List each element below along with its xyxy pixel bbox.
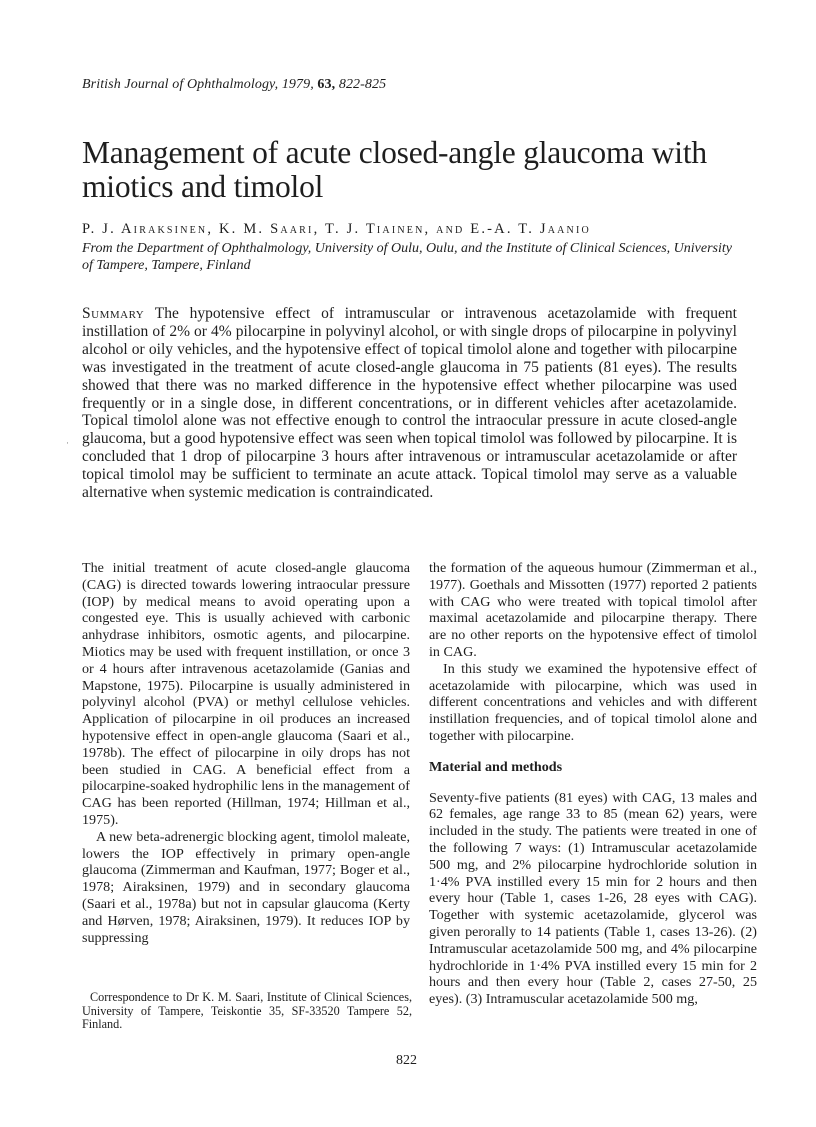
methods-paragraph: Seventy-five patients (81 eyes) with CAG, 13 males and 62 females, age range 33 to 85 (mean 62) years, were included in the study. The patients were treated in one of the following 7 ways: (1) Intramuscular acetazolamide 500 mg, and 2% pilocarpine hydrochloride solution in 1·4% PVA instilled every 15 min for 2 hours and then every hour (Table 1, cases 1-26, 28 eyes with CAG). Together with systemic acetazolamide, glycerol was given perorally to 14 patients (Table 1, cases 13-26). (2) Intramuscular acetazolamide 500 mg, and 4% pilocarpine hydrochloride in 1·4% PVA instilled every 15 min for 2 hours and then every hour (Table 2, cases 27-50, 25 eyes). (3) Intramuscular acetazolamide 500 mg, [429, 789, 757, 1008]
journal-name: British Journal of Ophthalmology, [82, 77, 279, 92]
section-heading-methods: Material and methods [429, 758, 563, 775]
abstract-label: Summary [82, 305, 145, 322]
study-aim-paragraph: In this study we examined the hypotensive effect of acetazolamide with pilocarpine, which was used in different concentrations and vehicles and with different instillation frequencies, and of topical timolol alone and together with pilocarpine. [429, 660, 757, 744]
abstract-text: The hypotensive effect of intramuscular or intravenous acetazolamide with frequent instillation of 2% or 4% pilocarpine in polyvinyl alcohol, or with single drops of pilocarpine in polyvinyl alcohol or oily vehicles, and the hypotensive effect of topical timolol alone and together with pilocarpine was investigated in the treatment of acute closed-angle glaucoma in 75 patients (81 eyes). The results showed that there was no marked difference in the hypotensive effect whether pilocarpine was used frequently or in a single dose, in different concentrations, or in different vehicles after acetazolamide. Topical timolol alone was not effective enough to control the intraocular pressure in acute closed-angle glaucoma, but a good hypotensive effect was seen when topical timolol was followed by pilocarpine. It is concluded that 1 drop of pilocarpine 3 hours after intravenous or intramuscular acetazolamide or after topical timolol may be sufficient to terminate an acute attack. Topical timolol may serve as a valuable alternative when systemic medication is contraindicated. [82, 305, 737, 502]
body-column-right [429, 560, 757, 1008]
abstract [82, 305, 737, 502]
journal-year: 1979, [281, 77, 314, 92]
body-column-left [82, 560, 410, 946]
author-affiliation: From the Department of Ophthalmology, University of Oulu, Oulu, and the Institute of Clinical Sciences, University of Tampere, Tampere, Finland [82, 241, 732, 273]
author-list: P. J. Airaksinen, K. M. Saari, T. J. Tiainen, and E.-A. T. Jaanio [82, 221, 591, 237]
article-title: Management of acute closed-angle glaucoma with miotics and timolol [82, 135, 707, 204]
page-number: 822 [396, 1053, 417, 1068]
journal-pages: 822-825 [338, 77, 387, 92]
correspondence-footnote: Correspondence to Dr K. M. Saari, Institute of Clinical Sciences, University of Tampere, Teiskontie 35, SF-33520 Tampere 52, Finland. [82, 990, 412, 1032]
intro-paragraph: The initial treatment of acute closed-angle glaucoma (CAG) is directed towards lowering intraocular pressure (IOP) by medical means to avoid operating upon a congested eye. This is usually achieved with carbonic anhydrase inhibitors, osmotic agents, and pilocarpine. Miotics may be used with frequent instillation, or once 3 or 4 hours after intravenous acetazolamide (Ganias and Mapstone, 1975). Pilocarpine is usually administered in polyvinyl alcohol (PVA) or methyl cellulose vehicles. Application of pilocarpine in oil produces an increased hypotensive effect in open-angle glaucoma (Saari et al., 1978b). The effect of pilocarpine in oily drops has not been studied in CAG. A beneficial effect from a pilocarpine-soaked hydrophilic lens in the management of CAG has been reported (Hillman, 1974; Hillman et al., 1975). [82, 560, 410, 828]
timolol-paragraph: A new beta-adrenergic blocking agent, timolol maleate, lowers the IOP effectively in primary open-angle glaucoma (Zimmerman and Kaufman, 1977; Boger et al., 1978; Airaksinen, 1979) and in secondary glaucoma (Saari et al., 1978a) but not in capsular glaucoma (Kerty and Hørven, 1978; Airaksinen, 1979). It reduces IOP by suppressing [82, 828, 410, 946]
margin-mark: · [66, 438, 69, 448]
journal-volume: 63, [317, 77, 336, 92]
continued-paragraph: the formation of the aqueous humour (Zimmerman et al., 1977). Goethals and Missotten (1977) reported 2 patients with CAG who were treated with topical timolol after maximal acetazolamide and pilocarpine therapy. There are no other reports on the hypotensive effect of timolol in CAG. [429, 560, 757, 660]
journal-citation [82, 77, 386, 93]
